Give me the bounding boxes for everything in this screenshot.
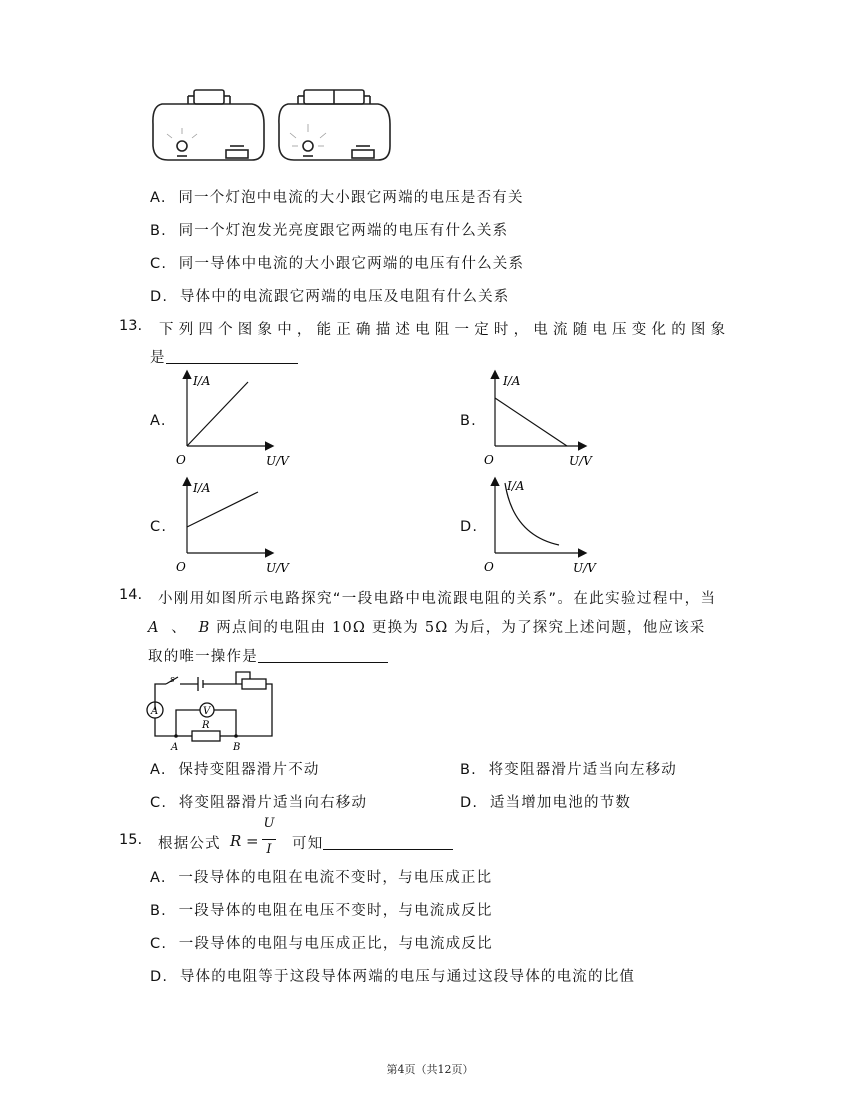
q14-number: 14. — [119, 587, 143, 603]
origin-label: O — [176, 560, 186, 574]
q14-answer-blank[interactable] — [258, 648, 388, 663]
origin-label: O — [484, 560, 494, 574]
svg-text:A: A — [151, 706, 159, 717]
svg-text:V: V — [203, 706, 211, 717]
q12-apparatus-figure — [148, 84, 393, 166]
resistor-r — [192, 731, 220, 741]
x-axis-label: U/V — [573, 561, 596, 575]
formula-lhs: R = — [230, 832, 259, 850]
formula-denominator: I — [266, 842, 272, 857]
origin-label: O — [484, 453, 494, 467]
q14-option-b[interactable]: B. 将变阻器滑片适当向左移动 — [460, 762, 677, 778]
q15-stem-post: 可知 — [292, 832, 453, 853]
q14-option-c[interactable]: C. 将变阻器滑片适当向右移动 — [150, 795, 368, 811]
q15-option-b[interactable]: B. 一段导体的电阻在电压不变时，与电流成反比 — [150, 903, 493, 919]
q14-option-d[interactable]: D. 适当增加电池的节数 — [460, 795, 632, 811]
x-axis-label: U/V — [569, 454, 592, 468]
q13-graph-b — [481, 368, 611, 468]
q14-stem-line2: A 、 B 两点间的电阻由 10Ω 更换为 5Ω 为后，为了探究上述问题，他应该采 — [148, 620, 706, 636]
formula-numerator: U — [263, 816, 275, 831]
i-u-line — [187, 382, 248, 446]
q12-option-a[interactable]: A. 同一个灯泡中电流的大小跟它两端的电压是否有关 — [150, 190, 524, 206]
formula-fraction-bar — [262, 839, 276, 840]
y-axis-label: I/A — [503, 374, 521, 388]
svg-text:R: R — [202, 720, 210, 731]
q15-stem-pre: 根据公式 — [158, 836, 221, 852]
q13-graph-c-letter: C. — [150, 519, 168, 535]
q13-graph-b-letter: B. — [460, 413, 477, 429]
i-u-line — [495, 398, 567, 446]
q13-graph-a — [170, 368, 300, 468]
q13-answer-blank[interactable] — [166, 349, 298, 364]
q13-number: 13. — [119, 318, 143, 334]
y-axis-label: I/A — [507, 479, 525, 493]
q13-graph-a-letter: A. — [150, 413, 167, 429]
q13-stem-line2: 是 — [150, 346, 298, 367]
rheostat — [242, 679, 266, 689]
q13-graph-c — [170, 475, 300, 575]
svg-text:s: s — [170, 675, 175, 685]
point-a-label: A — [171, 742, 179, 752]
q12-option-d[interactable]: D. 导体中的电流跟它两端的电压及电阻有什么关系 — [150, 289, 510, 305]
q13-graph-d — [481, 475, 611, 575]
q12-option-b[interactable]: B. 同一个灯泡发光亮度跟它两端的电压有什么关系 — [150, 223, 509, 239]
page-footer: 第4页（共12页） — [386, 1063, 474, 1076]
y-axis-label: I/A — [193, 481, 211, 495]
q15-option-c[interactable]: C. 一段导体的电阻与电压成正比，与电流成反比 — [150, 936, 493, 952]
q14-circuit-diagram — [140, 666, 280, 752]
y-axis-label: I/A — [193, 374, 211, 388]
x-axis-label: U/V — [266, 454, 289, 468]
q14-stem-line3: 取的唯一操作是 — [148, 645, 388, 666]
i-u-line — [187, 492, 258, 527]
q12-option-c[interactable]: C. 同一导体中电流的大小跟它两端的电压有什么关系 — [150, 256, 525, 272]
point-b-label: B — [233, 742, 241, 752]
q14-stem-line1: 小刚用如图所示电路探究“一段电路中电流跟电阻的关系”。在此实验过程中，当 — [158, 591, 717, 607]
x-axis-label: U/V — [266, 561, 289, 575]
origin-label: O — [176, 453, 186, 467]
q13-stem-line1: 下列四个图象中，能正确描述电阻一定时，电流随电压变化的图象 — [159, 322, 731, 338]
q15-option-d[interactable]: D. 导体的电阻等于这段导体两端的电压与通过这段导体的电流的比值 — [150, 969, 636, 985]
q15-number: 15. — [119, 832, 143, 848]
q15-option-a[interactable]: A. 一段导体的电阻在电流不变时，与电压成正比 — [150, 870, 493, 886]
q14-option-a[interactable]: A. 保持变阻器滑片不动 — [150, 762, 320, 778]
q13-graph-d-letter: D. — [460, 519, 479, 535]
q15-answer-blank[interactable] — [323, 835, 453, 850]
